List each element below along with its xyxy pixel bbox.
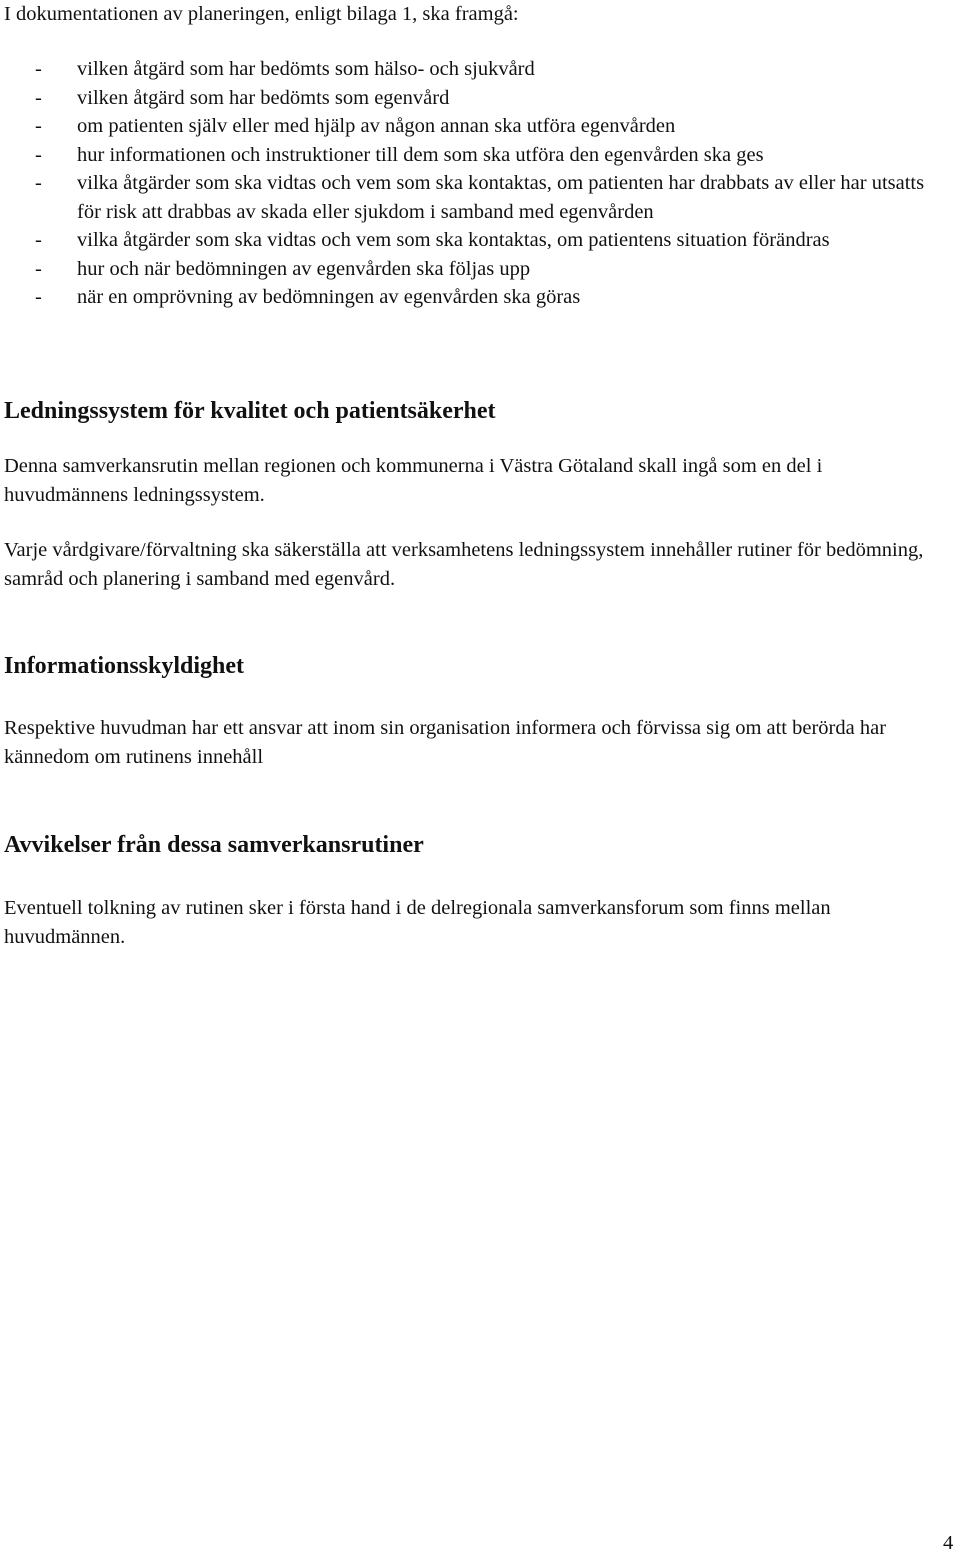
list-bullet: -	[35, 86, 42, 109]
section-heading-avvikelser: Avvikelser från dessa samverkansrutiner	[4, 832, 424, 858]
list-item-text: vilken åtgärd som har bedömts som hälso- och sjukvård	[77, 58, 535, 80]
list-item-text: när en omprövning av bedömningen av egenvården ska göras	[77, 286, 581, 308]
list-item	[4, 112, 945, 141]
paragraph: Varje vårdgivare/förvaltning ska säkerställa att verksamhetens ledningssystem innehåller rutiner för bedömning, samråd och planering i samband med egenvård.	[4, 539, 924, 590]
list-item-text: om patienten själv eller med hjälp av någon annan ska utföra egenvården	[77, 115, 676, 137]
list-item	[4, 169, 945, 226]
requirements-list	[4, 55, 945, 312]
section-heading-informationsskyldighet: Informationsskyldighet	[4, 653, 245, 679]
list-bullet: -	[35, 58, 42, 80]
paragraph: Denna samverkansrutin mellan regionen och kommunerna i Västra Götaland skall ingå som en del i huvudmännens ledningssystem.	[4, 455, 823, 506]
list-bullet: -	[35, 257, 42, 280]
intro-text: I dokumentationen av planeringen, enligt bilaga 1, ska framgå:	[4, 3, 519, 25]
list-bullet: -	[35, 115, 42, 137]
list-bullet: -	[35, 229, 42, 251]
list-item	[4, 283, 945, 312]
list-item	[4, 55, 945, 84]
list-item-text: vilken åtgärd som har bedömts som egenvård	[77, 86, 450, 109]
list-item-text: hur informationen och instruktioner till dem som ska utföra den egenvården ska ges	[77, 143, 764, 166]
list-item	[4, 141, 945, 170]
list-bullet: -	[35, 143, 42, 166]
list-item-text: vilka åtgärder som ska vidtas och vem som ska kontaktas, om patientens situation förändras	[77, 229, 830, 251]
page-number: 4	[943, 1532, 954, 1554]
list-bullet: -	[35, 286, 42, 308]
list-item	[4, 255, 945, 284]
section-heading-ledningssystem: Ledningssystem för kvalitet och patientsäkerhet	[4, 398, 496, 424]
paragraph: Respektive huvudman har ett ansvar att inom sin organisation informera och förvissa sig om att berörda har kännedom om rutinens innehåll	[4, 717, 887, 768]
list-item	[4, 226, 945, 255]
list-bullet: -	[35, 172, 42, 194]
list-item-text: vilka åtgärder som ska vidtas och vem som ska kontaktas, om patienten har drabbats av eller har utsatts för risk att drabbas av skada eller sjukdom i samband med egenvården	[77, 172, 925, 223]
paragraph: Eventuell tolkning av rutinen sker i första hand i de delregionala samverkansforum som finns mellan huvudmännen.	[4, 897, 831, 948]
list-item	[4, 84, 945, 113]
list-item-text: hur och när bedömningen av egenvården ska följas upp	[77, 257, 531, 280]
